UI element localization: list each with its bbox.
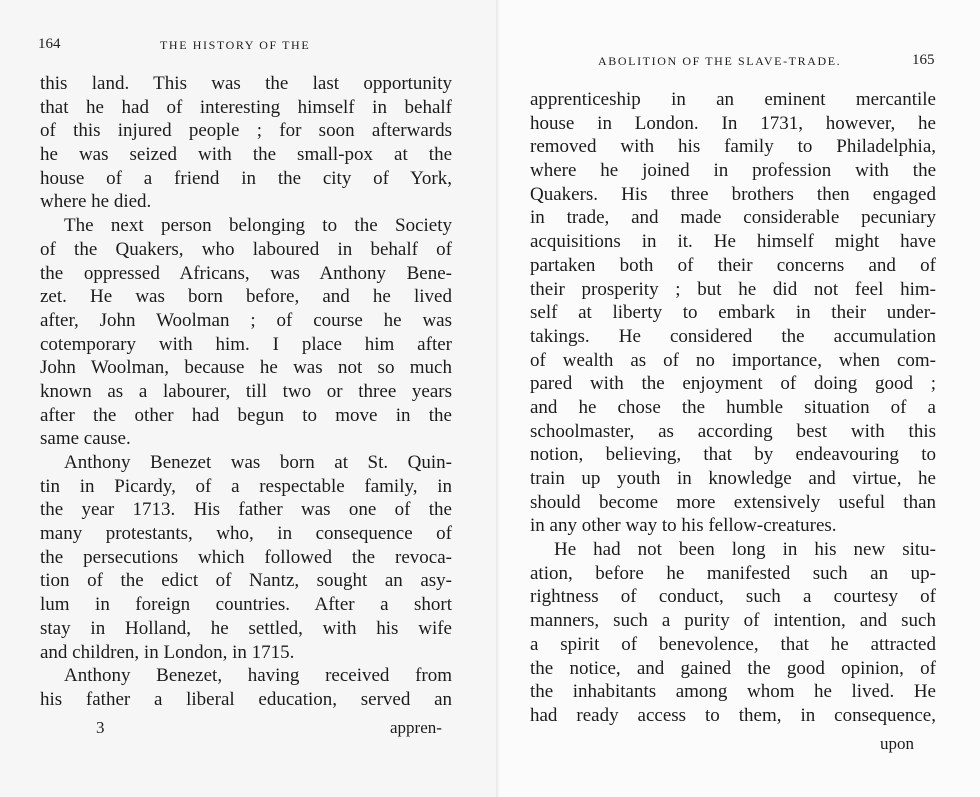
text-line: his father a liberal education, served an	[40, 688, 452, 710]
text-line: house of a friend in the city of York,	[40, 167, 452, 189]
text-line: had ready access to them, in consequence,	[530, 704, 936, 726]
catchword: appren-	[390, 718, 442, 737]
text-line: schoolmaster, as according best with this	[530, 420, 936, 442]
text-line: this land. This was the last opportunity	[40, 73, 452, 94]
text-line: and he chose the humble situation of a	[530, 396, 936, 418]
text-line: the persecutions which followed the revoca-	[40, 546, 452, 568]
text-line: after the other had begun to move in the	[40, 404, 452, 426]
text-line: house in London. In 1731, however, he	[530, 112, 936, 134]
text-line: he was seized with the small-pox at the	[40, 144, 452, 166]
text-line: the oppressed Africans, was Anthony Bene-	[40, 262, 452, 284]
text-line: of the Quakers, who laboured in behalf of	[40, 238, 452, 260]
right-page	[500, 0, 980, 797]
catchword: upon	[880, 734, 914, 753]
text-line: removed with his family to Philadelphia,	[530, 136, 936, 158]
text-line: a spirit of benevolence, that he attracted	[530, 633, 936, 655]
running-head: ABOLITION OF THE SLAVE-TRADE.	[598, 54, 842, 68]
text-line: manners, such a purity of intention, and such	[530, 610, 936, 632]
text-line: in any other way to his fellow-creatures.	[530, 515, 837, 537]
text-line: He had not been long in his new situ-	[554, 539, 936, 561]
text-line: partaken both of their concerns and of	[530, 254, 936, 276]
text-line: rightness of conduct, such a courtesy of	[530, 586, 936, 608]
text-line: their prosperity ; but he did not feel him-	[530, 278, 936, 300]
text-line: apprenticeship in an eminent mercantile	[530, 89, 936, 110]
text-line: zet. He was born before, and he lived	[40, 286, 452, 308]
text-line: self at liberty to embark in their under-	[530, 302, 936, 324]
text-line: should become more extensively useful than	[530, 491, 936, 513]
text-line: train up youth in knowledge and virtue, he	[530, 468, 936, 489]
text-line: the inhabitants among whom he lived. He	[530, 681, 936, 703]
text-line: many protestants, who, in consequence of	[40, 523, 452, 545]
text-line: same cause.	[40, 428, 131, 450]
text-line: Anthony Benezet, having received from	[64, 665, 452, 687]
text-line: Quakers. His three brothers then engaged	[530, 183, 936, 205]
text-line: takings. He considered the accumulation	[530, 325, 936, 347]
text-line: The next person belonging to the Society	[64, 215, 452, 237]
text-line: where he joined in profession with the	[530, 160, 936, 182]
text-line: in trade, and made considerable pecuniary	[530, 207, 936, 229]
page-number: 165	[912, 52, 935, 68]
text-line: known as a labourer, till two or three years	[40, 380, 452, 402]
text-line: of wealth as of no importance, when com-	[530, 349, 936, 371]
text-line: the notice, and gained the good opinion, of	[530, 657, 936, 679]
text-line: of this injured people ; for soon afterwards	[40, 120, 452, 142]
text-line: that he had of interesting himself in behalf	[40, 96, 452, 118]
text-column	[530, 88, 936, 728]
text-line: tion of the edict of Nantz, sought an asy-	[40, 570, 452, 592]
text-line: notion, believing, that by endeavouring to	[530, 444, 936, 466]
text-line: after, John Woolman ; of course he was	[40, 309, 452, 331]
text-line: John Woolman, because he was not so much	[40, 357, 452, 379]
text-line: acquisitions in it. He himself might have	[530, 231, 936, 253]
text-line: ation, before he manifested such an up-	[530, 562, 936, 584]
text-line: and children, in London, in 1715.	[40, 641, 295, 663]
text-line: where he died.	[40, 191, 152, 213]
text-line: tin in Picardy, of a respectable family, in	[40, 475, 452, 497]
running-head: THE HISTORY OF THE	[160, 38, 311, 52]
text-line: cotemporary with him. I place him after	[40, 333, 452, 355]
text-line: pared with the enjoyment of doing good ;	[530, 373, 936, 395]
text-column	[40, 72, 452, 712]
text-line: lum in foreign countries. After a short	[40, 594, 452, 616]
signature-mark: 3	[96, 718, 105, 737]
text-line: Anthony Benezet was born at St. Quin-	[64, 452, 452, 473]
text-line: stay in Holland, he settled, with his wife	[40, 617, 452, 639]
page-number: 164	[38, 36, 61, 52]
text-line: the year 1713. His father was one of the	[40, 499, 452, 521]
